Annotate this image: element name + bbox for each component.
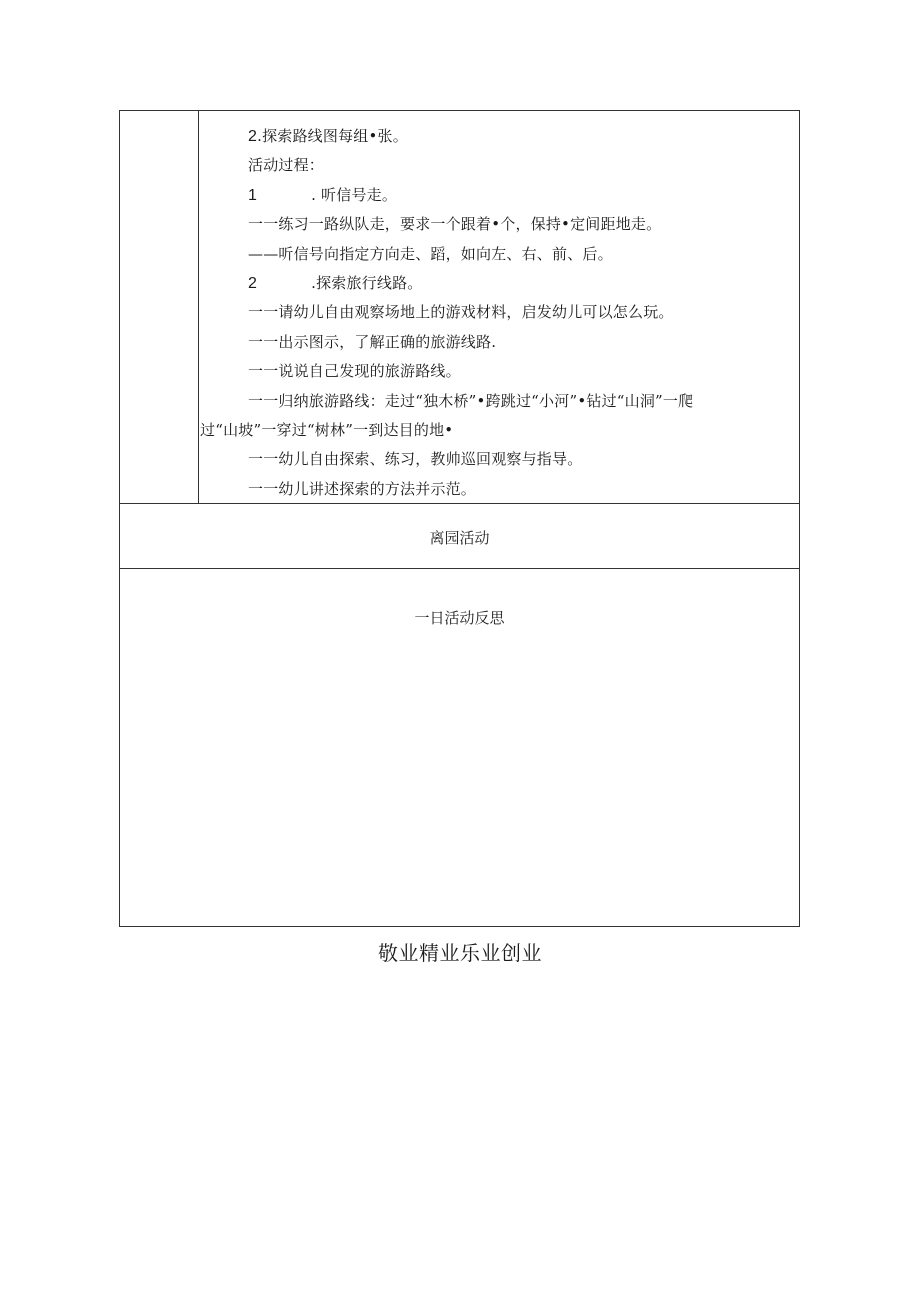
footer-slogan: 敬业精业乐业创业 [378, 941, 542, 965]
step-2-detail [200, 357, 796, 386]
line-text: 一一幼儿讲述探索的方法并示范。 [248, 479, 477, 498]
item-number: 1 [248, 186, 258, 204]
row-divider [120, 568, 799, 569]
step-2-detail [200, 298, 796, 327]
step-2-detail [200, 387, 796, 416]
material-item-2 [200, 122, 796, 151]
item-number: 2 [248, 128, 258, 145]
step-2-detail [200, 445, 796, 474]
line-text: 过“山坡”一穿过“树林”一到达目的地• [200, 420, 454, 439]
daily-reflection-heading: 一日活动反思 [414, 609, 505, 627]
step-2-heading [200, 269, 796, 298]
column-divider [198, 111, 199, 503]
step-2-detail [200, 475, 796, 504]
line-text: 一一说说自己发现的旅游路线。 [248, 362, 461, 381]
line-text: 一一幼儿自由探索、练习，教帅巡回观察与指导。 [248, 450, 583, 469]
step-1-detail [200, 210, 796, 239]
schedule-table [119, 110, 800, 927]
step-1-heading [200, 181, 796, 210]
item-number: 2 [248, 274, 258, 292]
line-text: 一一出示图示，了解正确的旅游线路. [248, 332, 497, 351]
line-text: 一一请幼儿自由观察场地上的游戏材料，启发幼儿可以怎么玩。 [248, 303, 674, 322]
step-2-detail-continued [200, 416, 796, 445]
step-2-detail [200, 328, 796, 357]
leave-activity-heading: 离园活动 [429, 529, 490, 547]
line-text: .探索旅行线路。 [311, 273, 423, 292]
line-text: . 听信号走。 [311, 185, 398, 204]
step-1-detail [200, 240, 796, 269]
process-heading [200, 151, 796, 180]
line-text: 一一练习一路纵队走，要求一个跟着•个，保持•定间距地走。 [248, 215, 662, 234]
line-text: 活动过程： [248, 156, 325, 175]
line-text: 一一归纳旅游路线：走过“独木桥”•跨跳过“小河”•钻过“山洞”一爬 [248, 391, 694, 410]
line-text: ——听信号向指定方向走、蹈，如向左、右、前、后。 [248, 244, 613, 263]
activity-content-cell [200, 122, 796, 504]
line-text: .探索路线图每组•张。 [257, 127, 408, 145]
